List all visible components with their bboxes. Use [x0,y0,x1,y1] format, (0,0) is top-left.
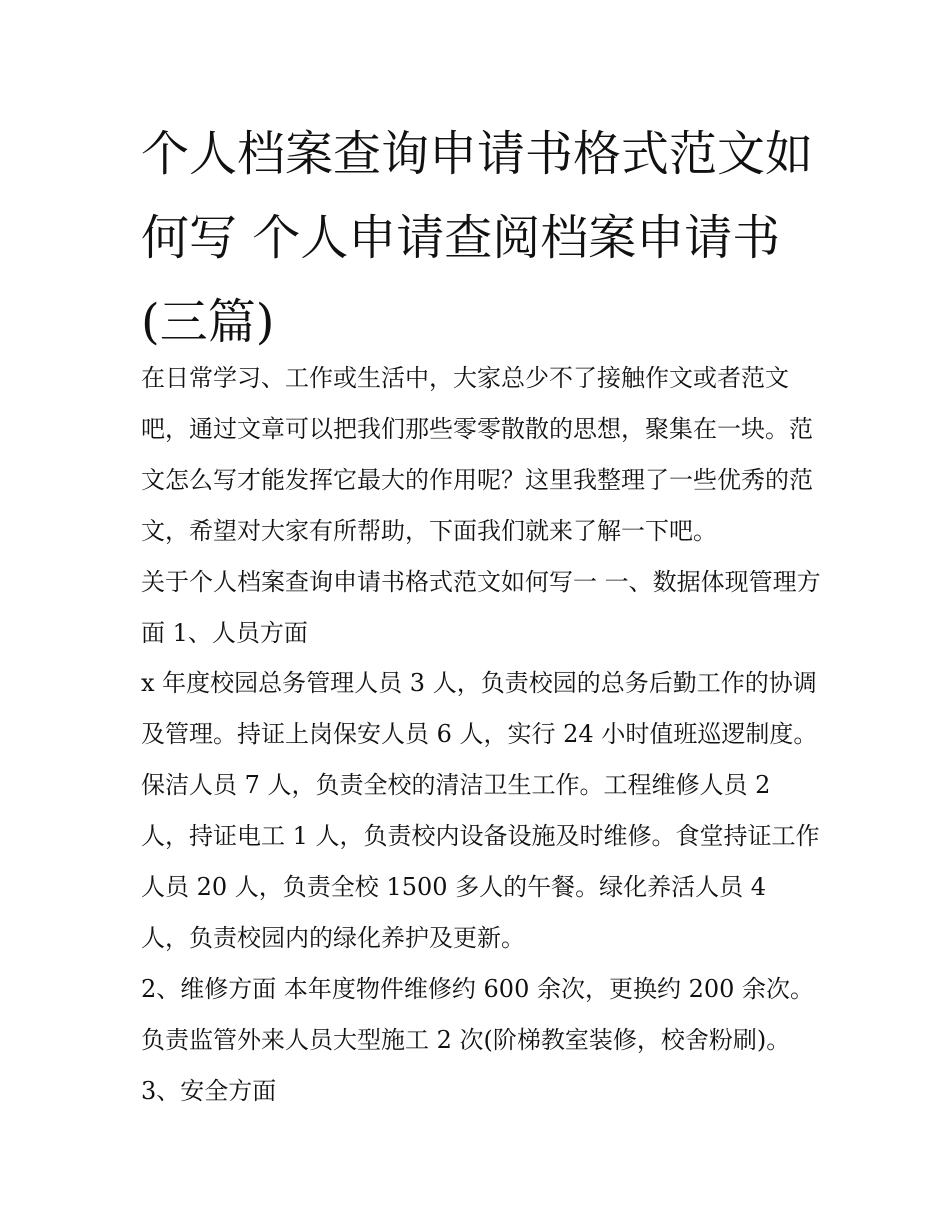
document-title: 个人档案查询申请书格式范文如何写 个人申请查阅档案申请书(三篇) [141,126,814,350]
section-heading-paragraph: 关于个人档案查询申请书格式范文如何写一 一、数据体现管理方面 1、人员方面 [141,568,821,647]
safety-heading-paragraph: 3、安全方面 [141,1077,277,1105]
intro-paragraph: 在日常学习、工作或生活中，大家总少不了接触作文或者范文吧，通过文章可以把我们那些零零散散的思想，聚集在一块。范文怎么写才能发挥它最大的作用呢？这里我整理了一些优秀的范文，希望对大家有所帮助，下面我们就来了解一下吧。 [141,364,813,545]
maintenance-paragraph: 2、维修方面 本年度物件维修约 600 余次，更换约 200 余次。负责监管外来人员大型施工 2 次(阶梯教室装修，校舍粉刷)。 [141,975,815,1054]
personnel-paragraph: x 年度校园总务管理人员 3 人，负责校园的总务后勤工作的协调及管理。持证上岗保安人员 6 人，实行 24 小时值班巡逻制度。保洁人员 7 人，负责全校的清洁卫生工作。工程维修人员 2 人，持证电工 1 人，负责校内设备设施及时维修。食堂持证工作人员 20 人，负责全校 1500 多人的午餐。绿化养活人员 4 人，负责校园内的绿化养护及更新。 [141,669,820,952]
